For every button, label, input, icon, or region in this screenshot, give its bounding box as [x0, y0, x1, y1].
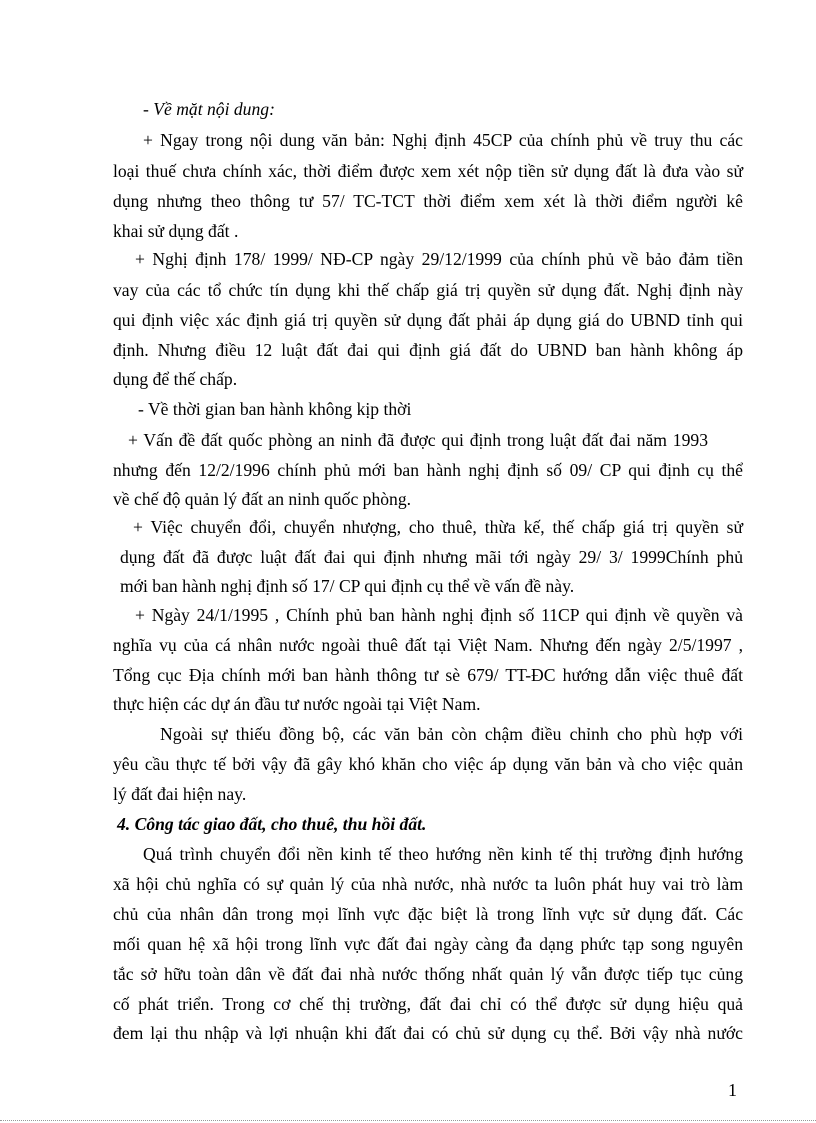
text-line: Tổng cục Địa chính mới ban hành thông tư sè 679/ TT-ĐC hướng dẫn việc thuê đất [113, 665, 743, 685]
text-line: dụng nhưng theo thông tư 57/ TC-TCT thời điểm xem xét là thời điểm người kê [113, 191, 743, 211]
page-bottom-divider [0, 1120, 816, 1122]
text-line: mới ban hành nghị định số 17/ CP qui định cụ thể về vấn đề này. [120, 576, 575, 596]
section-heading: 4. Công tác giao đất, cho thuê, thu hồi đất. [117, 814, 427, 834]
text-line: xã hội chủ nghĩa có sự quản lý của nhà nước, nhà nước ta luôn phát huy vai trò làm [113, 874, 743, 894]
text-line: - Về thời gian ban hành không kịp thời [138, 399, 412, 419]
text-line: + Việc chuyển đổi, chuyển nhượng, cho thuê, thừa kế, thế chấp giá trị quyền sử [133, 517, 743, 537]
text-line: dụng để thế chấp. [113, 369, 238, 389]
text-line: về chế độ quản lý đất an ninh quốc phòng. [113, 489, 412, 509]
text-line: Ngoài sự thiếu đồng bộ, các văn bản còn chậm điều chỉnh cho phù hợp với [160, 724, 743, 744]
text-line: Quá trình chuyển đổi nền kinh tế theo hướng nền kinh tế thị trường định hướng [143, 844, 743, 864]
text-line: tắc sở hữu toàn dân về đất đai nhà nước thống nhất quản lý vẫn được tiếp tục củng [113, 964, 743, 984]
text-line: + Vấn đề đất quốc phòng an ninh đã được qui định trong luật đất đai năm 1993 [128, 430, 708, 450]
text-line: chủ của nhân dân trong mọi lĩnh vực đặc biệt là trong lĩnh vực sử dụng đất. Các [113, 904, 743, 924]
page-number: 1 [728, 1080, 737, 1100]
text-line: + Ngay trong nội dung văn bản: Nghị định 45CP của chính phủ về truy thu các [143, 130, 743, 150]
text-line: qui định việc xác định giá trị quyền sử dụng đất phải áp dụng giá do UBND tỉnh qui [113, 310, 743, 330]
text-line: khai sử dụng đất . [113, 221, 239, 241]
text-line: vay của các tổ chức tín dụng khi thế chấp giá trị quyền sử dụng đất. Nghị định này [113, 280, 743, 300]
text-line: thực hiện các dự án đầu tư nước ngoài tại Việt Nam. [113, 694, 481, 714]
text-line: dụng đất đã được luật đất đai qui định nhưng mãi tới ngày 29/ 3/ 1999Chính phủ [120, 547, 743, 567]
text-line: - Về mặt nội dung: [143, 99, 275, 119]
text-line: lý đất đai hiện nay. [113, 784, 247, 804]
text-line: + Ngày 24/1/1995 , Chính phủ ban hành nghị định số 11CP qui định về quyền và [135, 605, 743, 625]
text-line: loại thuế chưa chính xác, thời điểm được xem xét nộp tiền sử dụng đất là đưa vào sử [113, 161, 743, 181]
text-line: định. Nhưng điều 12 luật đất đai qui định giá đất do UBND ban hành không áp [113, 340, 743, 360]
text-line: nghĩa vụ của cá nhân nước ngoài thuê đất tại Việt Nam. Nhưng đến ngày 2/5/1997 , [113, 635, 743, 655]
text-line: yêu cầu thực tế bởi vậy đã gây khó khăn cho việc áp dụng văn bản và cho việc quản [113, 754, 743, 774]
text-line: cố phát triển. Trong cơ chế thị trường, đất đai chỉ có thể được sử dụng hiệu quả [113, 994, 743, 1014]
text-line: nhưng đến 12/2/1996 chính phủ mới ban hành nghị định số 09/ CP qui định cụ thể [113, 460, 743, 480]
text-line: đem lại thu nhập và lợi nhuận khi đất đai có chủ sử dụng cụ thể. Bởi vậy nhà nước [113, 1023, 743, 1043]
text-line: + Nghị định 178/ 1999/ NĐ-CP ngày 29/12/1999 của chính phủ về bảo đảm tiền [135, 249, 743, 269]
text-line: mối quan hệ xã hội trong lĩnh vực đất đai ngày càng đa dạng phức tạp song nguyên [113, 934, 743, 954]
